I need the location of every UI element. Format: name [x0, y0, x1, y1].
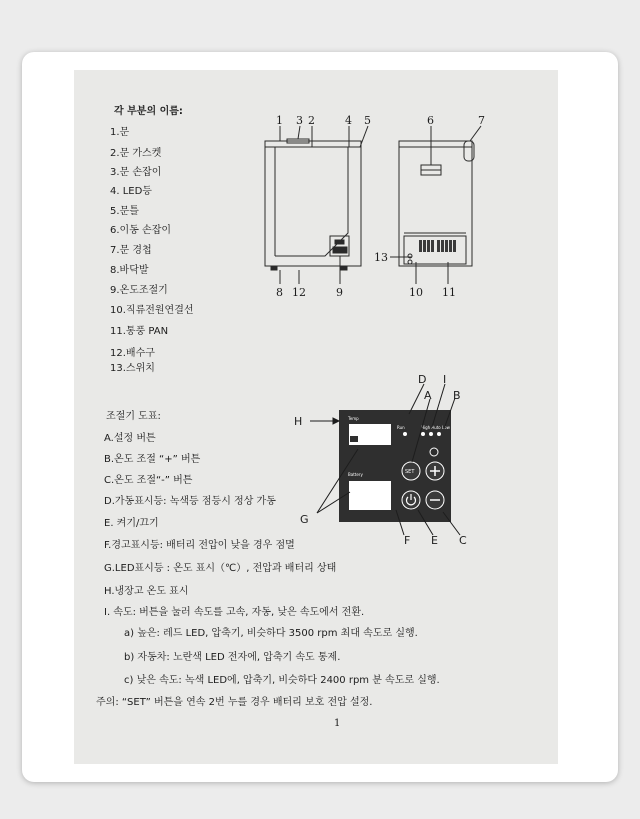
callout-5: 5 — [364, 114, 371, 127]
temp-label: Temp — [348, 416, 359, 421]
parts-title: 각 부분의 이름: — [114, 106, 183, 117]
callout-9: 9 — [336, 286, 343, 299]
controller-item: C.온도 조절“-” 버튼 — [104, 475, 193, 486]
callout-8: 8 — [276, 286, 283, 299]
callout-3: 3 — [296, 114, 303, 127]
speed-led-auto — [429, 432, 433, 436]
callout-A: A — [424, 389, 432, 402]
speed-intro: I. 속도: 버튼을 눌러 속도를 고속, 자동, 낮은 속도에서 전환. — [104, 607, 365, 618]
speed-item: b) 자동차: 노란색 LED 전자에, 압축기 속도 통제. — [124, 652, 341, 663]
part-item: 12.배수구 — [110, 348, 155, 359]
controller-title: 조절기 도표: — [106, 411, 161, 422]
part-item: 1.문 — [110, 127, 130, 138]
speed-led-high — [421, 432, 425, 436]
part-item: 8.바닥발 — [110, 265, 149, 276]
callout-D: D — [418, 373, 427, 386]
callout-4: 4 — [345, 114, 352, 127]
part-item: 9.온도조절기 — [110, 285, 168, 296]
battery-label: Battery — [348, 472, 363, 477]
speed-label: High Auto Low — [421, 425, 450, 430]
controller-item: F.경고표시등: 배터리 전압이 낮을 경우 점멸 — [104, 540, 295, 551]
callout-H: H — [294, 415, 303, 428]
run-led — [403, 432, 407, 436]
part-item: 10.직류전원연결선 — [110, 305, 194, 316]
page-number: 1 — [334, 718, 341, 729]
part-item: 11.통풍 PAN — [110, 326, 169, 337]
callout-10: 10 — [409, 286, 423, 299]
controller-item: G.LED표시등 : 온도 표시（℃）, 전압과 배터리 상태 — [104, 563, 337, 574]
callout-13: 13 — [374, 251, 388, 264]
part-item: 4. LED등 — [110, 186, 152, 197]
callout-7: 7 — [478, 114, 485, 127]
part-item: 13.스위치 — [110, 363, 155, 374]
run-label: Run — [397, 425, 405, 430]
callout-I: I — [443, 373, 447, 386]
controller-item: D.가동표시등: 녹색등 점등시 정상 가동 — [104, 496, 276, 507]
speed-led-low — [437, 432, 441, 436]
controller-item: E. 켜기/끄기 — [104, 518, 159, 529]
part-item: 2.문 가스켓 — [110, 148, 162, 159]
callout-E: E — [431, 534, 438, 547]
callout-2: 2 — [308, 114, 315, 127]
callout-G: G — [300, 513, 309, 526]
part-item: 6.이동 손잡이 — [110, 225, 172, 236]
callout-B: B — [453, 389, 461, 402]
controller-item: H.냉장고 온도 표시 — [104, 586, 189, 597]
callout-C: C — [459, 534, 467, 547]
callout-6: 6 — [427, 114, 434, 127]
part-item: 7.문 경첩 — [110, 245, 152, 256]
part-item: 5.문틀 — [110, 206, 139, 217]
callout-11: 11 — [442, 286, 456, 299]
callout-1: 1 — [276, 114, 283, 127]
set-button-label: SET — [405, 469, 415, 475]
controller-item: B.온도 조절 “+” 버튼 — [104, 454, 201, 465]
note-text: 주의: “SET” 버튼을 연속 2번 누를 경우 배터리 보호 전압 설정. — [96, 697, 373, 708]
controller-item: A.설정 버튼 — [104, 433, 156, 444]
battery-display — [349, 481, 391, 510]
callout-F: F — [404, 534, 411, 547]
callout-12: 12 — [292, 286, 306, 299]
speed-item: c) 낮은 속도: 녹색 LED에, 압축기, 비슷하다 2400 rpm 분 속도로 실행. — [124, 675, 440, 686]
speed-item: a) 높은: 레드 LED, 압축기, 비슷하다 3500 rpm 최대 속도로 실행. — [124, 628, 418, 639]
part-item: 3.문 손잡이 — [110, 167, 162, 178]
